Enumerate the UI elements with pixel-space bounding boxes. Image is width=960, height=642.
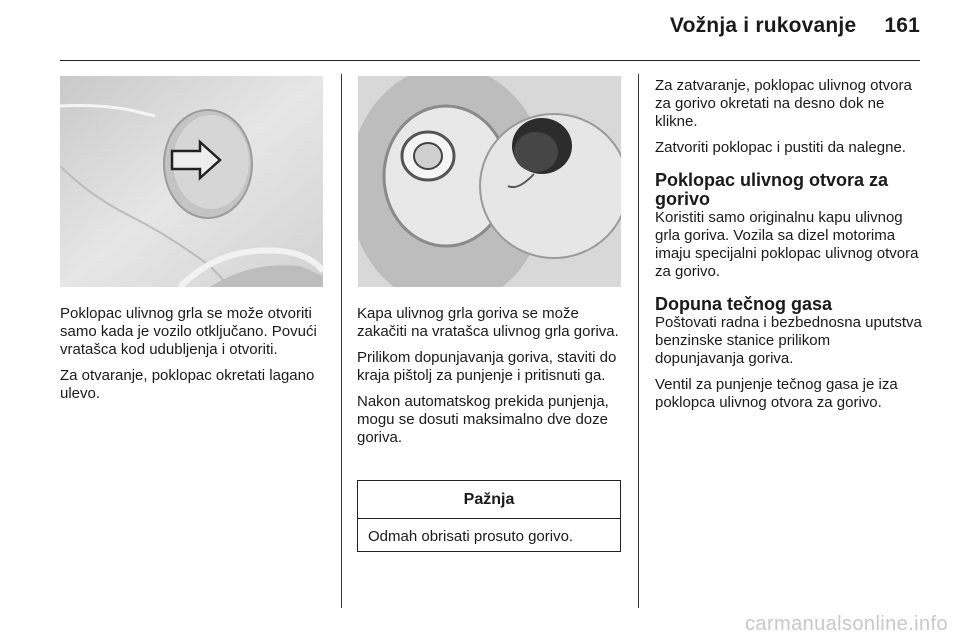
caution-box xyxy=(357,480,621,552)
lpg-paragraph-1: Poštovati radna i bezbednosna uputstva benzinske stanice prilikom dopunjavanja goriva. xyxy=(655,314,922,367)
left-paragraph-2: Za otvaranje, poklopac okretati lagano ulevo. xyxy=(60,367,315,402)
fuel-door-open-figure xyxy=(358,76,621,287)
middle-paragraph-3: Nakon automatskog prekida punjenja, mogu se dosuti maksimalno dve doze goriva. xyxy=(357,393,609,446)
fuel-door-closed-figure xyxy=(60,76,323,287)
lpg-paragraph-2: Ventil za punjenje tečnog gasa je iza poklopca ulivnog otvora za gorivo. xyxy=(655,376,898,411)
middle-column xyxy=(357,305,624,455)
section-text-fuel-cap: Koristiti samo originalnu kapu ulivnog grla goriva. Vozila sa dizel motorima imaju specijalni poklopac ulivnog otvora za gorivo. xyxy=(655,209,919,280)
right-paragraph-2: Zatvoriti poklopac i pustiti da nalegne. xyxy=(655,139,906,156)
left-column xyxy=(60,305,325,411)
watermark: carmanualsonline.info xyxy=(745,613,948,635)
page-number: 161 xyxy=(884,14,920,37)
page-header xyxy=(670,14,920,38)
right-paragraph-1: Za zatvaranje, poklopac ulivnog otvora za gorivo okretati na desno dok ne klikne. xyxy=(655,77,912,130)
column-divider-1 xyxy=(341,74,342,608)
right-column xyxy=(655,77,923,420)
column-divider-2 xyxy=(638,74,639,608)
section-heading-lpg-refuel: Dopuna tečnog gasa xyxy=(655,294,833,314)
left-paragraph-1: Poklopac ulivnog grla se može otvoriti samo kada je vozilo otključano. Povući vratašca kod udubljenja i otvoriti. xyxy=(60,305,317,358)
section-heading-fuel-cap: Poklopac ulivnog otvora za gorivo xyxy=(655,170,889,209)
middle-paragraph-2: Prilikom dopunjavanja goriva, staviti do kraja pištolj za punjenje i pritisnuti ga. xyxy=(357,349,617,384)
caution-text: Odmah obrisati prosuto gorivo. xyxy=(368,528,574,545)
header-title: Vožnja i rukovanje xyxy=(669,14,857,37)
caution-title: Pažnja xyxy=(358,481,620,519)
middle-paragraph-1: Kapa ulivnog grla goriva se može zakačiti na vratašca ulivnog grla goriva. xyxy=(357,305,619,340)
header-rule xyxy=(60,60,920,61)
